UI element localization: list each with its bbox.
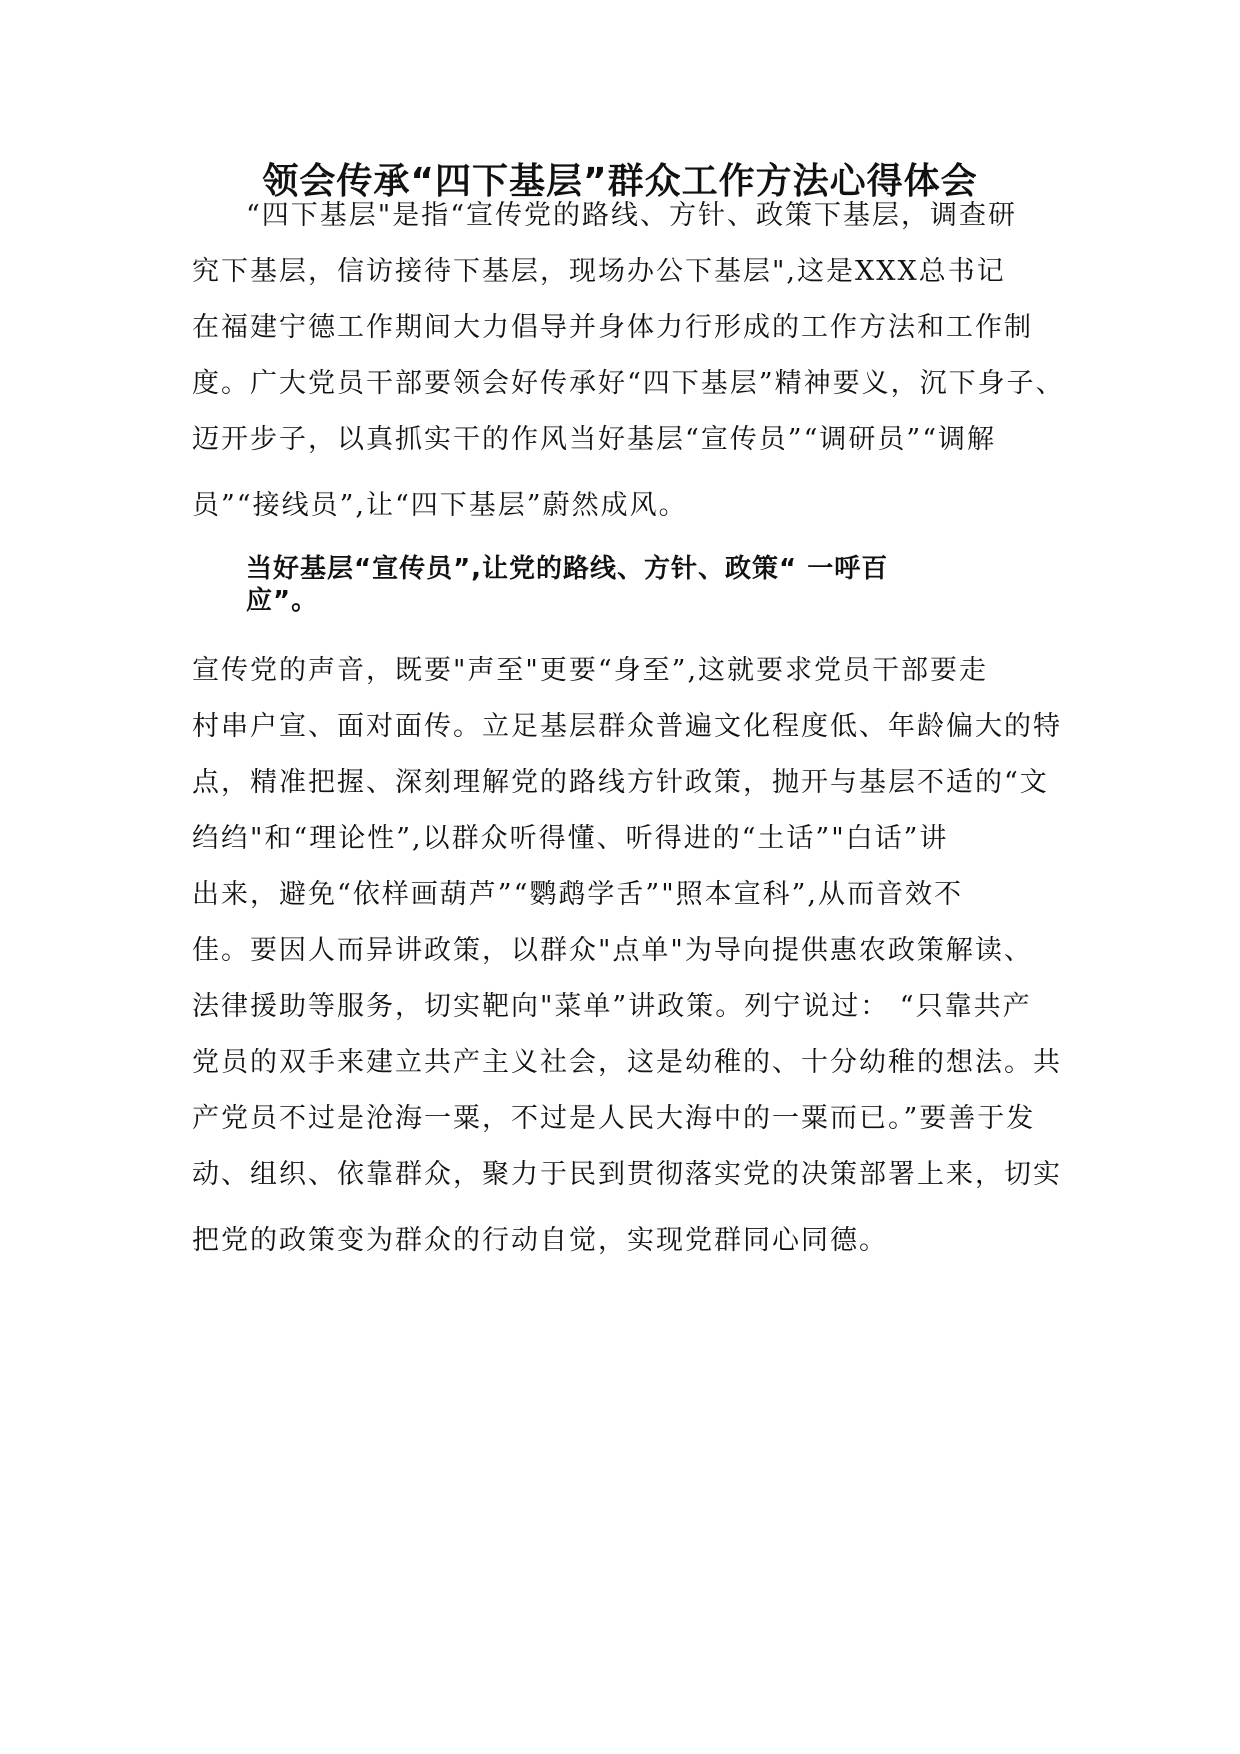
intro-line: 度。广大党员干部要领会好传承好“四下基层”精神要义，沉下身子、 [192, 368, 1065, 399]
intro-line: 在福建宁德工作期间大力倡导并身体力行形成的工作方法和工作制 [192, 312, 1033, 343]
intro-line: 究下基层，信访接待下基层，现场办公下基层",这是XXX总书记 [192, 256, 1006, 287]
body-line: 村串户宣、面对面传。立足基层群众普遍文化程度低、年龄偏大的特 [192, 711, 1062, 742]
intro-line: 员”“接线员”,让“四下基层”蔚然成风。 [192, 490, 688, 521]
body-line: 动、组织、依靠群众，聚力于民到贯彻落实党的决策部署上来，切实 [192, 1159, 1062, 1190]
body-line: 佳。要因人而异讲政策，以群众"点单"为导向提供惠农政策解读、 [192, 935, 1033, 966]
section-heading-line: 当好基层“宣传员”,让党的路线、方针、政策“ 一呼百 [246, 554, 889, 584]
body-line: 点，精准把握、深刻理解党的路线方针政策，抛开与基层不适的“文 [192, 767, 1049, 798]
body-line: 法律援助等服务，切实靶向"菜单”讲政策。列宁说过： “只靠共产 [192, 991, 1032, 1022]
body-line: 党员的双手来建立共产主义社会，这是幼稚的、十分幼稚的想法。共 [192, 1047, 1062, 1078]
intro-line: 迈开步子，以真抓实干的作风当好基层“宣传员”“调研员”“调解 [192, 424, 997, 455]
document-title: 领会传承“四下基层”群众工作方法心得体会 [262, 161, 978, 202]
body-line: 出来，避免“依样画葫芦”“鹦鹉学舌”"照本宣科”,从而音效不 [192, 879, 964, 910]
body-line: 产党员不过是沧海一粟，不过是人民大海中的一粟而已。”要善于发 [192, 1103, 1036, 1134]
body-line: 宣传党的声音，既要"声至"更要“身至”,这就要求党员干部要走 [192, 655, 989, 686]
body-line: 绉绉"和“理论性”,以群众听得懂、听得进的“土话”"白话”讲 [192, 823, 949, 854]
body-line: 把党的政策变为群众的行动自觉，实现党群同心同德。 [192, 1225, 888, 1256]
intro-line: “四下基层"是指“宣传党的路线、方针、政策下基层，调查研 [246, 200, 1018, 231]
section-heading-line: 应”。 [246, 586, 319, 616]
